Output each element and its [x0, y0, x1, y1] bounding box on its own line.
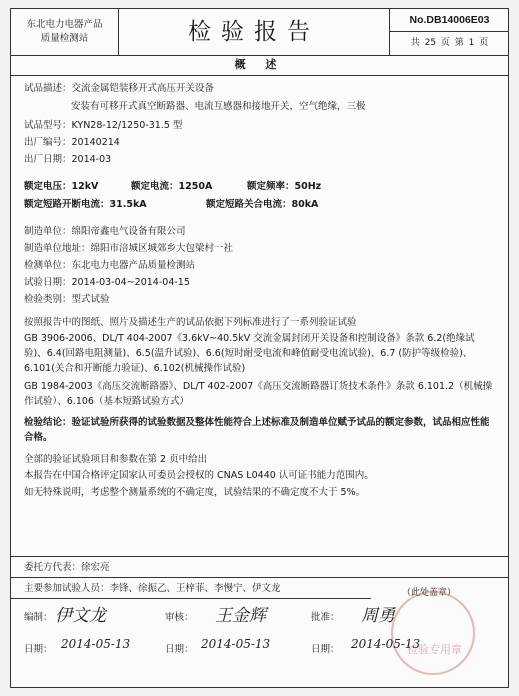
inspection-seal — [391, 591, 475, 675]
report-header — [11, 9, 508, 56]
approver-signature: 周勇 — [361, 606, 395, 626]
approve-date: 2014-05-13 — [351, 637, 421, 651]
stamp-placeholder: （此处盖章） — [401, 588, 456, 598]
client-representative: 委托方代表：徐宏亮 — [24, 562, 110, 573]
section-title: 概 述 — [11, 55, 508, 76]
approver-label: 批准： — [311, 612, 340, 623]
organization-box — [11, 9, 119, 55]
standards-gb1984: GB 1984-2003《高压交流断路器》、DL/T 402-2007《高压交流断路器订货技术条件》条款 6.101.2（机械操作试验）、6.106（基本短路试验方式） — [24, 381, 493, 407]
sample-serial: 出厂编号：20140214 — [24, 137, 120, 148]
rated-current: 额定电流：1250A — [131, 181, 213, 192]
sample-description-cont: 安装有可移开式真空断路器、电流互感器和接地开关，空气绝缘，三极 — [71, 101, 366, 112]
report-page — [10, 8, 509, 688]
date-label: 日期： — [24, 644, 53, 655]
test-participants: 主要参加试验人员：李锋、徐振乙、王梓菲、李慢宁、伊文龙 — [24, 583, 281, 594]
page-count: 共 25 页 第 1 页 — [410, 38, 489, 48]
date-label: 日期： — [165, 644, 194, 655]
reviewer-label: 审核： — [165, 612, 194, 623]
org-line-2: 质量检测站 — [40, 33, 89, 44]
test-date: 试验日期：2014-03-04~2014-04-15 — [24, 277, 190, 288]
rated-breaking-current: 额定短路开断电流：31.5kA — [24, 199, 147, 210]
review-date: 2014-05-13 — [201, 637, 271, 651]
sample-model: 试品型号：KYN28-12/1250-31.5 型 — [24, 120, 183, 131]
note-cnas: 本报告在中国合格评定国家认可委员会授权的 CNAS L0440 认可证书能力范围内。 — [24, 470, 374, 481]
testing-unit: 检测单位：东北电力电器产品质量检测站 — [24, 260, 196, 271]
standards-gb3906: GB 3906-2006、DL/T 404-2007《3.6kV~40.5kV 交流金属封闭开关设备和控制设备》条款 6.2(绝缘试验)、6.4(回路电阻测量)、6.5(温升试验)、6.6(短时耐受电流和峰值耐受电流试验)、6.7 (防护等级检验)、6.101(关合和开断能力验证)、6.102(机械操作试验) — [24, 333, 475, 374]
standards-intro: 按照报告中的图纸、照片及描述生产的试品依据下列标准进行了一系列验证试验 — [24, 317, 357, 328]
manufacturer: 制造单位：绵阳帝鑫电气设备有限公司 — [24, 226, 186, 237]
divider — [11, 598, 371, 599]
reviewer-signature: 王金辉 — [215, 606, 266, 626]
divider — [11, 556, 508, 557]
compiler-signature: 伊文龙 — [55, 606, 106, 626]
divider — [11, 577, 508, 578]
report-title: 检验报告 — [188, 19, 320, 45]
compile-date: 2014-05-13 — [61, 637, 131, 651]
note-uncertainty: 如无特殊说明，考虑整个测量系统的不确定度，试验结果的不确定度不大于 5%。 — [24, 487, 366, 498]
rated-voltage: 额定电压：12kV — [24, 181, 99, 192]
seal-text: 检验专用章 — [407, 643, 462, 656]
rated-frequency: 额定频率：50Hz — [247, 181, 322, 192]
sample-date: 出厂日期：2014-03 — [24, 154, 112, 165]
sample-description: 试品描述：交流金属铠装移开式高压开关设备 — [24, 83, 215, 94]
report-number-box — [389, 9, 509, 55]
test-category: 检验类别：型式试验 — [24, 294, 110, 305]
rated-making-current: 额定短路关合电流：80kA — [206, 199, 319, 210]
compiler-label: 编制： — [24, 612, 53, 623]
report-number: No.DB14006E03 — [390, 9, 509, 32]
test-conclusion: 检验结论：验证试验所获得的试验数据及整体性能符合上述标准及制造单位赋予试品的额定参数，试品相应性能合格。 — [24, 417, 490, 443]
manufacturer-address: 制造单位地址：绵阳市涪城区城郊乡大包梁村一社 — [24, 243, 234, 254]
org-line-1: 东北电力电器产品 — [26, 19, 103, 30]
date-label: 日期： — [311, 644, 340, 655]
note-items: 全部的验证试验项目和参数在第 2 页中给出 — [24, 454, 208, 465]
